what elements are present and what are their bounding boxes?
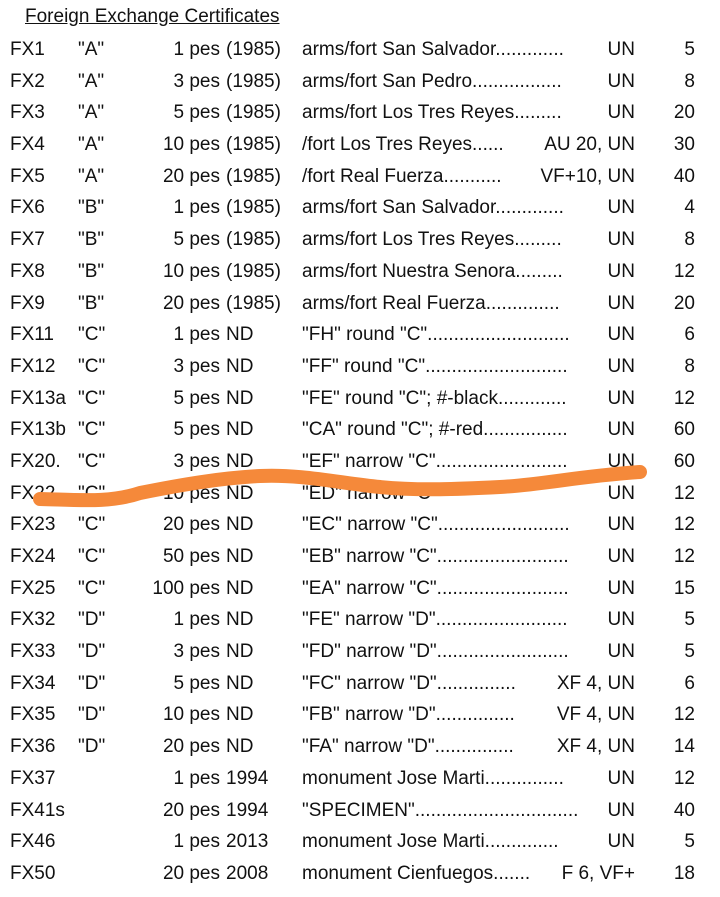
issue-date: ND [226,355,254,377]
catalog-number: FX34 [10,672,56,694]
description: monument Jose Marti............... [302,767,564,789]
series-letter: "C" [78,450,106,472]
description: arms/fort San Salvador............. [302,39,564,60]
issue-date: ND [226,387,254,409]
grade: UN [607,641,635,663]
issue-date: ND [226,450,254,472]
issue-date: ND [226,514,254,536]
denomination: 1 pes [173,39,220,60]
price: 12 [673,767,695,789]
issue-date: 2013 [226,831,269,853]
description: "CA" round "C"; #-red................ [302,419,568,441]
issue-date: 1994 [226,767,269,789]
grade: UN [607,324,635,346]
denomination: 1 pes [173,197,220,219]
price: 6 [684,672,695,694]
catalog-number: FX22 [10,482,56,504]
issue-date: ND [226,641,254,663]
certificate-list [0,34,720,890]
price: 20 [673,292,695,314]
table-row [0,97,720,129]
grade: UN [607,229,635,251]
catalog-number: FX36 [10,736,56,758]
description: /fort Los Tres Reyes...... [302,134,504,156]
issue-date: (1985) [226,260,281,282]
grade: UN [607,197,635,219]
price: 15 [673,577,695,599]
issue-date: ND [226,546,254,567]
catalog-number: FX1 [10,39,45,60]
issue-date: ND [226,324,254,346]
catalog-number: FX11 [10,324,55,346]
price: 5 [684,641,695,663]
catalog-number: FX32 [10,609,56,631]
issue-date: ND [226,672,254,694]
price: 60 [673,450,695,472]
catalog-number: FX2 [10,70,45,92]
page-title: Foreign Exchange Certificates [25,6,280,27]
denomination: 3 pes [173,450,220,472]
description: monument Cienfuegos....... [302,862,531,884]
price: 4 [684,197,695,219]
series-letter: "C" [78,482,106,504]
table-row [0,351,720,383]
price: 12 [673,387,695,409]
catalog-number: FX6 [10,197,45,219]
issue-date: (1985) [226,229,281,251]
issue-date: (1985) [226,134,281,156]
description: "SPECIMEN"............................... [302,799,579,821]
description: arms/fort Nuestra Senora......... [302,260,563,282]
table-row [0,858,720,890]
denomination: 10 pes [162,260,220,282]
grade: VF 4, UN [556,704,635,726]
grade: UN [607,260,635,282]
series-letter: "A" [78,165,105,187]
catalog-number: FX7 [10,229,45,251]
table-row [0,478,720,510]
denomination: 20 pes [162,292,220,314]
table-row [0,129,720,161]
description: /fort Real Fuerza........... [302,165,502,187]
series-letter: "B" [78,260,105,282]
series-letter: "D" [78,609,106,631]
description: monument Jose Marti.............. [302,831,559,853]
grade: UN [607,102,635,124]
catalog-number: FX4 [10,134,45,156]
price: 12 [673,546,695,567]
series-letter: "C" [78,546,106,567]
grade: UN [607,355,635,377]
grade: VF+10, UN [540,165,635,187]
grade: UN [607,292,635,314]
denomination: 20 pes [162,799,220,821]
price: 40 [673,165,695,187]
table-row [0,414,720,446]
denomination: 50 pes [162,546,220,567]
catalog-number: FX41s [10,799,65,821]
denomination: 20 pes [162,862,220,884]
description: "FD" narrow "D"......................... [302,641,569,663]
denomination: 5 pes [173,419,220,441]
issue-date: (1985) [226,102,281,124]
description: arms/fort Los Tres Reyes......... [302,229,562,251]
description: "FH" round "C"........................... [302,324,570,346]
series-letter: "C" [78,387,106,409]
denomination: 3 pes [173,641,220,663]
denomination: 20 pes [162,165,220,187]
description: arms/fort Los Tres Reyes......... [302,102,562,124]
table-row [0,636,720,668]
denomination: 100 pes [152,577,220,599]
description: "FB" narrow "D"............... [302,704,515,726]
grade: UN [607,482,635,504]
series-letter: "C" [78,324,106,346]
series-letter: "A" [78,39,105,60]
table-row [0,192,720,224]
denomination: 1 pes [173,831,220,853]
grade: AU 20, UN [544,134,635,156]
catalog-number: FX13a [10,387,66,409]
issue-date: 2008 [226,862,269,884]
series-letter: "B" [78,197,105,219]
series-letter: "B" [78,292,105,314]
denomination: 3 pes [173,70,220,92]
table-row [0,699,720,731]
denomination: 10 pes [162,134,220,156]
grade: F 6, VF+ [561,862,635,884]
catalog-number: FX33 [10,641,56,663]
grade: UN [607,577,635,599]
description: arms/fort Real Fuerza.............. [302,292,560,314]
denomination: 1 pes [173,767,220,789]
table-row [0,319,720,351]
description: "FC" narrow "D"............... [302,672,516,694]
catalog-number: FX8 [10,260,45,282]
grade: UN [607,799,635,821]
price: 12 [673,514,695,536]
series-letter: "C" [78,355,106,377]
issue-date: (1985) [226,70,281,92]
grade: UN [607,831,635,853]
description: arms/fort San Pedro................. [302,70,562,92]
table-row [0,573,720,605]
price: 14 [673,736,695,758]
catalog-number: FX20. [10,450,61,472]
denomination: 5 pes [173,102,220,124]
denomination: 5 pes [173,672,220,694]
description: "FE" round "C"; #-black............. [302,387,567,409]
table-row [0,224,720,256]
price: 20 [673,102,695,124]
table-row [0,795,720,827]
series-letter: "D" [78,704,106,726]
table-row [0,34,720,66]
denomination: 1 pes [173,609,220,631]
series-letter: "C" [78,514,106,536]
price: 5 [684,609,695,631]
catalog-number: FX46 [10,831,56,853]
issue-date: (1985) [226,39,281,60]
price: 12 [673,260,695,282]
issue-date: ND [226,419,254,441]
issue-date: ND [226,609,254,631]
denomination: 10 pes [162,482,220,504]
price: 8 [684,355,695,377]
series-letter: "C" [78,419,106,441]
table-row [0,826,720,858]
issue-date: (1985) [226,197,281,219]
series-letter: "D" [78,736,106,758]
description: arms/fort San Salvador............. [302,197,564,219]
denomination: 3 pes [173,355,220,377]
description: "FA" narrow "D"............... [302,736,514,758]
price: 12 [673,704,695,726]
grade: UN [607,767,635,789]
price: 18 [673,862,695,884]
price: 12 [673,482,695,504]
grade: UN [607,387,635,409]
issue-date: ND [226,736,254,758]
issue-date: ND [226,577,254,599]
grade: XF 4, UN [556,672,635,694]
grade: UN [607,514,635,536]
series-letter: "D" [78,672,106,694]
table-row [0,383,720,415]
catalog-number: FX25 [10,577,56,599]
issue-date: 1994 [226,799,269,821]
table-row [0,66,720,98]
series-letter: "C" [78,577,106,599]
price: 30 [673,134,695,156]
catalog-number: FX24 [10,546,56,567]
table-row [0,668,720,700]
table-row [0,446,720,478]
price: 5 [684,831,695,853]
catalog-number: FX3 [10,102,45,124]
denomination: 1 pes [173,324,220,346]
table-row [0,288,720,320]
catalog-number: FX23 [10,514,56,536]
issue-date: ND [226,704,254,726]
denomination: 5 pes [173,387,220,409]
description: "EF" narrow "C"......................... [302,450,568,472]
table-row [0,161,720,193]
table-row [0,604,720,636]
table-row [0,541,720,573]
table-row [0,509,720,541]
series-letter: "A" [78,102,105,124]
series-letter: "D" [78,641,106,663]
description: "EC" narrow "C"......................... [302,514,570,536]
table-row [0,763,720,795]
denomination: 5 pes [173,229,220,251]
description: "FF" round "C"........................... [302,355,568,377]
catalog-number: FX9 [10,292,45,314]
denomination: 20 pes [162,736,220,758]
description: "EA" narrow "C"......................... [302,577,569,599]
description: "ED" narrow "C" [302,482,438,504]
grade: UN [607,39,635,60]
price: 8 [684,229,695,251]
table-row [0,256,720,288]
denomination: 10 pes [162,704,220,726]
catalog-number: FX35 [10,704,56,726]
series-letter: "A" [78,70,105,92]
description: "FE" narrow "D"......................... [302,609,568,631]
grade: UN [607,419,635,441]
catalog-number: FX5 [10,165,45,187]
description: "EB" narrow "C"......................... [302,546,569,567]
grade: UN [607,70,635,92]
price: 5 [684,39,695,60]
catalog-number: FX12 [10,355,56,377]
issue-date: (1985) [226,165,281,187]
price: 8 [684,70,695,92]
table-row [0,731,720,763]
denomination: 20 pes [162,514,220,536]
series-letter: "B" [78,229,105,251]
price: 60 [673,419,695,441]
grade: UN [607,546,635,567]
grade: XF 4, UN [556,736,635,758]
grade: UN [607,450,635,472]
issue-date: (1985) [226,292,281,314]
catalog-number: FX37 [10,767,56,789]
catalog-number: FX13b [10,419,66,441]
catalog-number: FX50 [10,862,56,884]
price: 6 [684,324,695,346]
series-letter: "A" [78,134,105,156]
price: 40 [673,799,695,821]
issue-date: ND [226,482,254,504]
grade: UN [607,609,635,631]
